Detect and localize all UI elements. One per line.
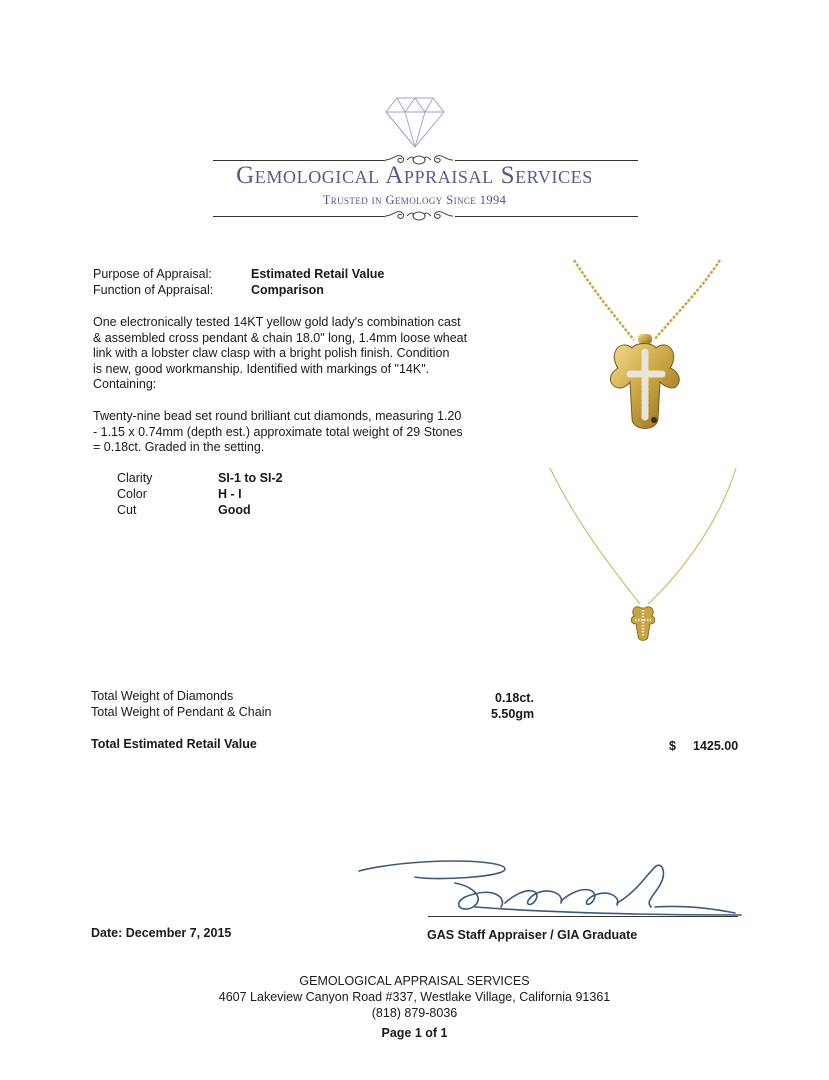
clarity-label: Clarity <box>117 471 153 485</box>
company-name: Gemological Appraisal Services <box>236 162 593 189</box>
header-rule-top-right <box>455 160 638 161</box>
pendant-weight-value: 5.50gm <box>491 707 535 721</box>
purpose-label: Purpose of Appraisal: <box>93 267 212 281</box>
retail-currency: $ <box>669 739 676 753</box>
pendant-full-photo <box>548 466 738 648</box>
diamond-weight-label: Total Weight of Diamonds <box>91 689 234 703</box>
header-rule-top-left <box>213 160 385 161</box>
footer-phone: (818) 879-8036 <box>371 1006 458 1020</box>
retail-value-label: Total Estimated Retail Value <box>91 737 257 751</box>
item-description: One electronically tested 14KT yellow gold lady's combination cast & assembled cross pendant & chain 18.0" long, 1.4mm loose wheat link with a lobster claw clasp with a bright polish finish. Condition is new, good workmanship. Identified with markings of "14K". Containing: <box>93 315 468 391</box>
clarity-value: SI-1 to SI-2 <box>218 471 283 485</box>
header-rule-bottom-left <box>213 216 385 217</box>
diamond-weight-value: 0.18ct. <box>495 691 534 705</box>
function-value: Comparison <box>251 283 324 297</box>
purpose-value: Estimated Retail Value <box>251 267 385 281</box>
company-tagline: Trusted in Gemology Since 1994 <box>322 193 507 207</box>
appraiser-title: GAS Staff Appraiser / GIA Graduate <box>427 928 638 942</box>
color-value: H - I <box>218 487 242 501</box>
pendant-closeup-photo <box>572 258 722 438</box>
cut-label: Cut <box>117 503 137 517</box>
footer-address: 4607 Lakeview Canyon Road #337, Westlake Village, California 91361 <box>218 990 611 1004</box>
header-rule-bottom-right <box>455 216 638 217</box>
retail-value: 1425.00 <box>693 739 739 753</box>
cut-value: Good <box>218 503 251 517</box>
appraisal-date: Date: December 7, 2015 <box>91 926 232 940</box>
pendant-weight-label: Total Weight of Pendant & Chain <box>91 705 272 719</box>
color-label: Color <box>117 487 147 501</box>
appraiser-signature <box>355 855 745 925</box>
page-number: Page 1 of 1 <box>381 1026 448 1040</box>
flourish-bottom-icon <box>383 209 455 223</box>
function-label: Function of Appraisal: <box>93 283 214 297</box>
footer-company: GEMOLOGICAL APPRAISAL SERVICES <box>299 974 530 988</box>
signature-line <box>428 916 738 917</box>
diamond-outline-icon <box>385 96 445 148</box>
stone-description: Twenty-nine bead set round brilliant cut diamonds, measuring 1.20 - 1.15 x 0.74mm (depth est.) approximate total weight of 29 Stones = 0.18ct. Graded in the setting. <box>93 409 463 454</box>
